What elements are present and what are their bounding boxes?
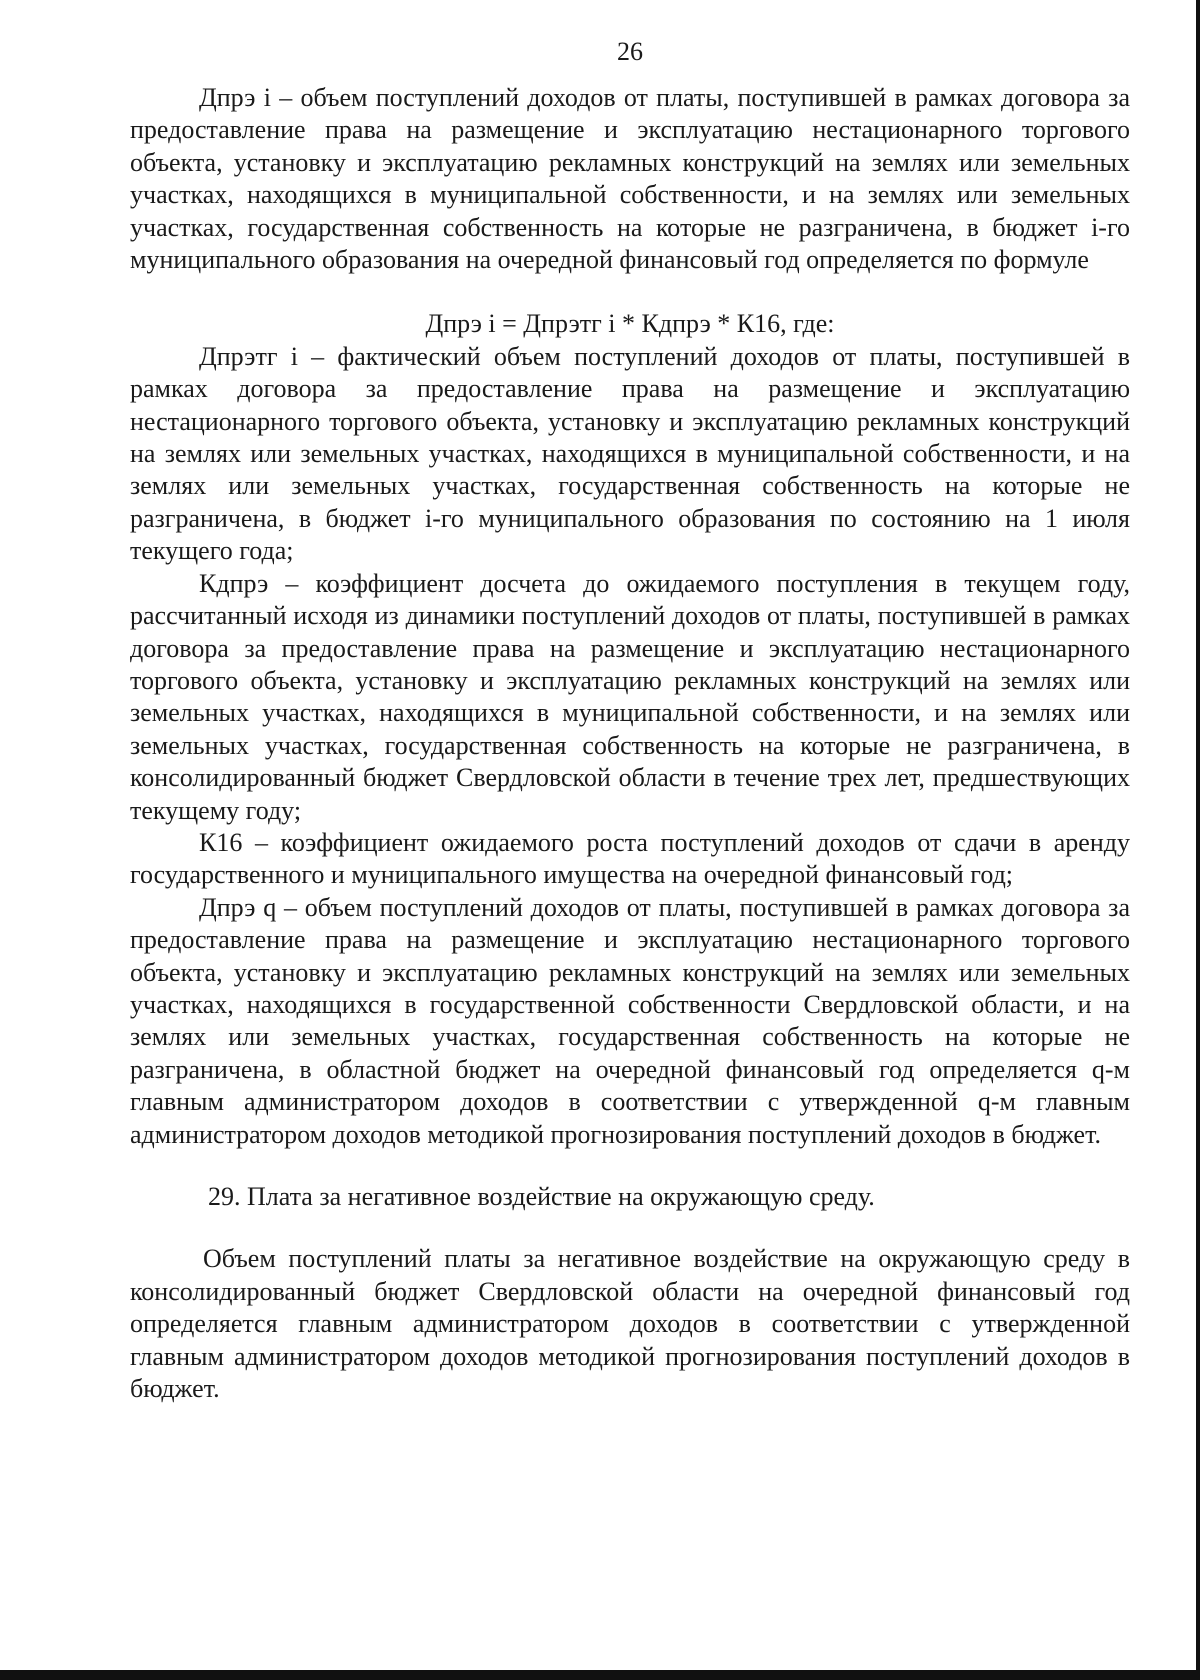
paragraph-kdpre-definition: Кдпрэ – коэффициент досчета до ожидаемого поступления в текущем году, рассчитанный исходя из динамики поступлений доходов от платы, поступившей в рамках договора за предоставление права на размещение и эксплуатацию нестационарного торгового объекта, установку и эксплуатацию рекламных конструкций на землях или земельных участках, находящихся в муниципальной собственности, и на землях или земельных участках, государственная собственность на которые не разграничена, в консолидированный бюджет Свердловской области в течение трех лет, предшествующих текущему году; (130, 568, 1130, 825)
document-body (130, 36, 1130, 1405)
page-number: 26 (617, 37, 643, 66)
paragraph-environmental-fee: Объем поступлений платы за негативное воздействие на окружающую среду в консолидированный бюджет Свердловской области на очередной финансовый год определяется главным администратором доходов в соответствии с утвержденной главным администратором доходов методикой прогнозирования поступлений доходов в бюджет. (130, 1244, 1130, 1404)
paragraph-dpretg-i-definition: Дпрэтг i – фактический объем поступлений доходов от платы, поступившей в рамках договора за предоставление права на размещение и эксплуатацию нестационарного торгового объекта, установку и эксплуатацию рекламных конструкций на землях или земельных участках, находящихся в муниципальной собственности, и на землях или земельных участках, государственная собственность на которые не разграничена, в бюджет i-го муниципального образования по состоянию на 1 июля текущего года; (130, 341, 1130, 566)
paragraph-k16-definition: К16 – коэффициент ожидаемого роста поступлений доходов от сдачи в аренду государственного и муниципального имущества на очередной финансовый год; (130, 827, 1130, 890)
scan-edge-bottom (0, 1670, 1200, 1680)
scan-edge-right (1196, 0, 1200, 1680)
paragraph-dpre-i-definition: Дпрэ i – объем поступлений доходов от платы, поступившей в рамках договора за предоставление права на размещение и эксплуатацию нестационарного торгового объекта, установку и эксплуатацию рекламных конструкций на землях или земельных участках, находящихся в муниципальной собственности, и на землях или земельных участках, государственная собственность на которые не разграничена, в бюджет i-го муниципального образования на очередной финансовый год определяется по формуле (130, 83, 1130, 275)
formula-dpre-i: Дпрэ i = Дпрэтг i * Кдпрэ * К16, где: (425, 309, 835, 339)
paragraph-dpre-q-definition: Дпрэ q – объем поступлений доходов от платы, поступившей в рамках договора за предоставление права на размещение и эксплуатацию нестационарного торгового объекта, установку и эксплуатацию рекламных конструкций на землях или земельных участках, находящихся в государственной собственности Свердловской области, и на землях или земельных участках, государственная собственность на которые не разграничена, в областной бюджет на очередной финансовый год определяется q-м главным администратором доходов в соответствии с утвержденной q-м главным администратором доходов методикой прогнозирования поступлений доходов в бюджет. (130, 892, 1130, 1149)
section-heading-29: 29. Плата за негативное воздействие на окружающую среду. (208, 1182, 875, 1211)
